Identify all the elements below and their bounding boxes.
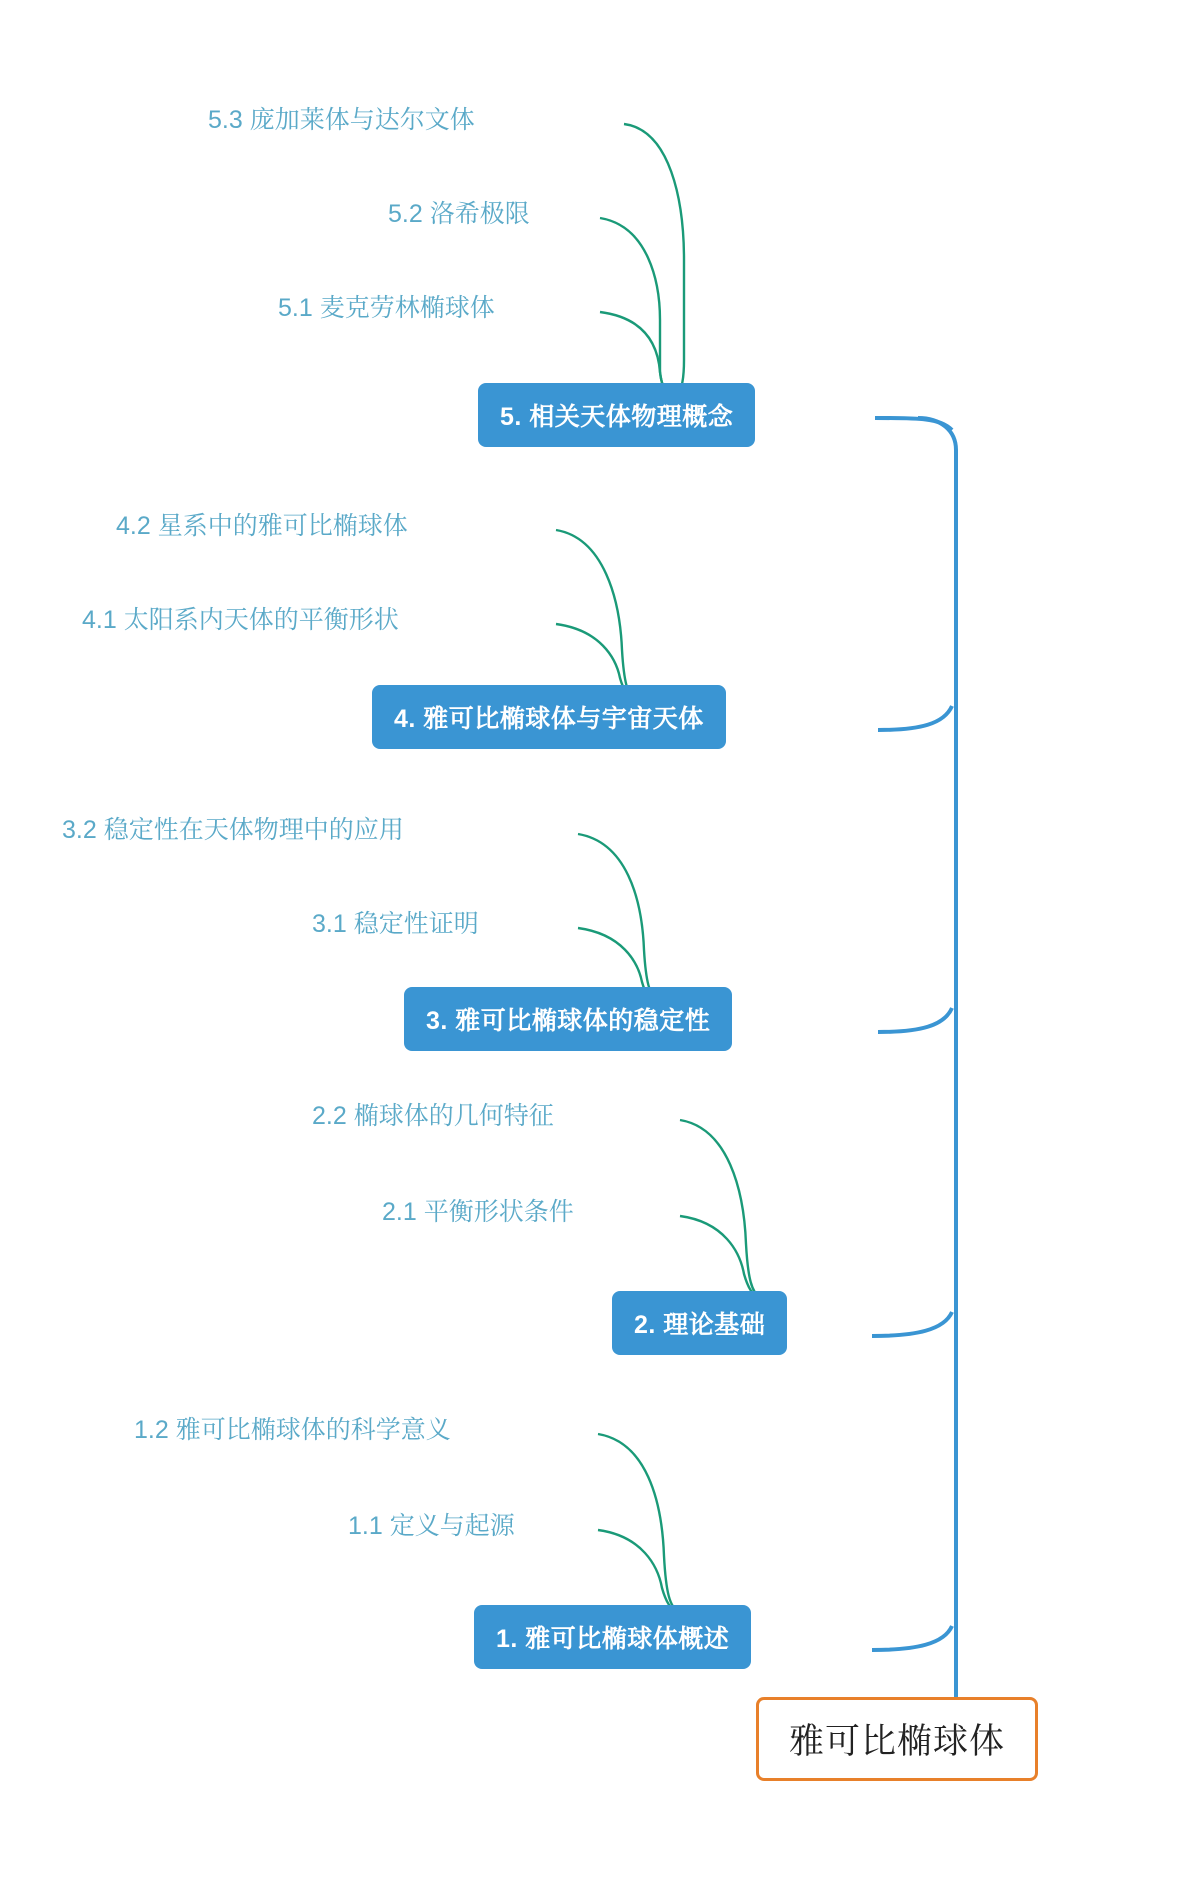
leaf-node-2-2[interactable]: 2.2 椭球体的几何特征 (312, 1102, 554, 1130)
root-node[interactable]: 雅可比椭球体 (756, 1697, 1038, 1781)
branch-connector-5 (875, 418, 952, 430)
leaf-node-2-1[interactable]: 2.1 平衡形状条件 (382, 1198, 574, 1226)
trunk-line (760, 418, 956, 1732)
branch-connector-1 (872, 1626, 952, 1650)
leaf-connector-1-1 (598, 1530, 678, 1614)
leaf-connector-3-2 (578, 834, 656, 1000)
leaf-node-4-1[interactable]: 4.1 太阳系内天体的平衡形状 (82, 606, 399, 634)
leaf-connector-2-2 (680, 1120, 760, 1298)
leaf-node-3-2[interactable]: 3.2 稳定性在天体物理中的应用 (62, 816, 404, 844)
leaf-node-5-2[interactable]: 5.2 洛希极限 (388, 200, 530, 228)
branch-node-3[interactable]: 3. 雅可比椭球体的稳定性 (404, 987, 732, 1051)
leaf-connector-5-2 (600, 218, 674, 400)
branch-connector-2 (872, 1312, 952, 1336)
branch-node-1[interactable]: 1. 雅可比椭球体概述 (474, 1605, 751, 1669)
branch-connector-3 (878, 1008, 952, 1032)
leaf-node-4-2[interactable]: 4.2 星系中的雅可比椭球体 (116, 512, 408, 540)
leaf-connector-1-2 (598, 1434, 678, 1612)
leaf-node-1-2[interactable]: 1.2 雅可比椭球体的科学意义 (134, 1416, 451, 1444)
branch-connector-4 (878, 706, 952, 730)
branch-node-4[interactable]: 4. 雅可比椭球体与宇宙天体 (372, 685, 726, 749)
leaf-node-1-1[interactable]: 1.1 定义与起源 (348, 1512, 515, 1540)
leaf-node-3-1[interactable]: 3.1 稳定性证明 (312, 910, 479, 938)
leaf-connector-5-3 (624, 124, 684, 398)
leaf-connector-2-1 (680, 1216, 760, 1300)
branch-node-5[interactable]: 5. 相关天体物理概念 (478, 383, 755, 447)
leaf-connector-4-2 (556, 530, 634, 700)
leaf-node-5-1[interactable]: 5.1 麦克劳林椭球体 (278, 294, 495, 322)
leaf-node-5-3[interactable]: 5.3 庞加莱体与达尔文体 (208, 106, 475, 134)
branch-node-2[interactable]: 2. 理论基础 (612, 1291, 787, 1355)
